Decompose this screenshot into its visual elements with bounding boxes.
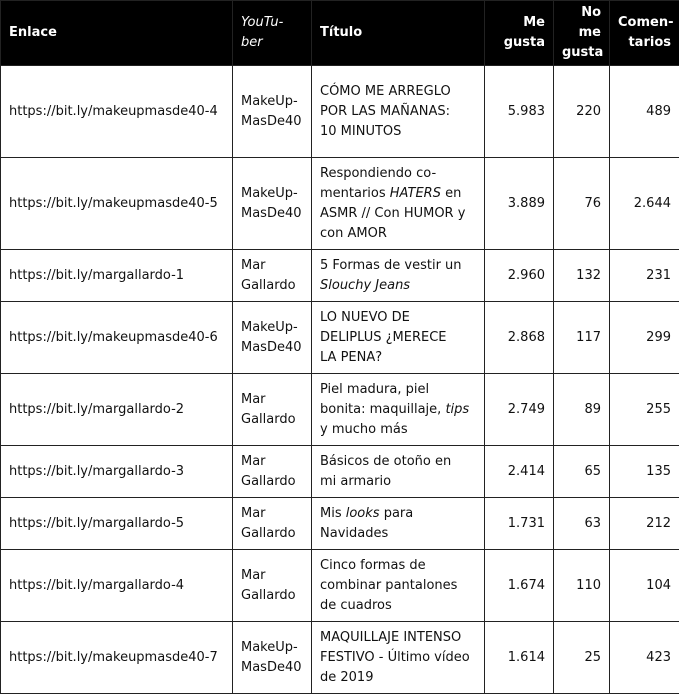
header-youtuber: YouTu- ber <box>233 1 312 66</box>
cell-youtuber: MakeUp- MasDe40 <box>233 622 312 694</box>
table-row <box>1 158 679 250</box>
cell-likes: 2.868 <box>485 302 554 374</box>
table-row <box>1 550 679 622</box>
table-row <box>1 250 679 302</box>
cell-link[interactable]: https://bit.ly/margallardo-2 <box>1 374 233 446</box>
cell-comments: 135 <box>610 446 679 498</box>
cell-comments: 104 <box>610 550 679 622</box>
cell-comments: 231 <box>610 250 679 302</box>
cell-link[interactable]: https://bit.ly/makeupmasde40-5 <box>1 158 233 250</box>
cell-link[interactable]: https://bit.ly/margallardo-5 <box>1 498 233 550</box>
cell-title: LO NUEVO DE DELIPLUS ¿MERECE LA PENA? <box>312 302 485 374</box>
cell-title: CÓMO ME ARREGLO POR LAS MAÑANAS: 10 MINUTOS <box>312 66 485 158</box>
table-row <box>1 446 679 498</box>
cell-dislikes: 220 <box>554 66 610 158</box>
cell-comments: 489 <box>610 66 679 158</box>
cell-likes: 3.889 <box>485 158 554 250</box>
header-comments: Comen- tarios <box>610 1 679 66</box>
cell-title: MAQUILLAJE INTENSO FESTIVO - Último vídeo de 2019 <box>312 622 485 694</box>
table-header-row <box>1 1 679 66</box>
table-row <box>1 302 679 374</box>
cell-title: Mis looks para Navidades <box>312 498 485 550</box>
cell-likes: 5.983 <box>485 66 554 158</box>
cell-link[interactable]: https://bit.ly/margallardo-3 <box>1 446 233 498</box>
table-row <box>1 498 679 550</box>
cell-likes: 1.614 <box>485 622 554 694</box>
cell-youtuber: MakeUp- MasDe40 <box>233 302 312 374</box>
cell-dislikes: 89 <box>554 374 610 446</box>
cell-link[interactable]: https://bit.ly/margallardo-4 <box>1 550 233 622</box>
cell-likes: 1.731 <box>485 498 554 550</box>
cell-youtuber: MakeUp- MasDe40 <box>233 66 312 158</box>
cell-title: 5 Formas de vestir un Slouchy Jeans <box>312 250 485 302</box>
cell-comments: 2.644 <box>610 158 679 250</box>
table-row <box>1 66 679 158</box>
header-link: Enlace <box>1 1 233 66</box>
cell-likes: 2.414 <box>485 446 554 498</box>
cell-youtuber: Mar Gallardo <box>233 550 312 622</box>
cell-title: Cinco formas de combinar pantalones de cuadros <box>312 550 485 622</box>
header-title: Título <box>312 1 485 66</box>
header-likes: Me gusta <box>485 1 554 66</box>
cell-youtuber: Mar Gallardo <box>233 498 312 550</box>
header-dislikes: No me gusta <box>554 1 610 66</box>
cell-link[interactable]: https://bit.ly/makeupmasde40-6 <box>1 302 233 374</box>
cell-likes: 2.960 <box>485 250 554 302</box>
cell-dislikes: 63 <box>554 498 610 550</box>
table-row <box>1 374 679 446</box>
cell-youtuber: Mar Gallardo <box>233 250 312 302</box>
cell-dislikes: 65 <box>554 446 610 498</box>
cell-comments: 423 <box>610 622 679 694</box>
cell-dislikes: 110 <box>554 550 610 622</box>
cell-link[interactable]: https://bit.ly/makeupmasde40-4 <box>1 66 233 158</box>
cell-title: Básicos de otoño en mi armario <box>312 446 485 498</box>
cell-dislikes: 132 <box>554 250 610 302</box>
cell-dislikes: 117 <box>554 302 610 374</box>
cell-likes: 2.749 <box>485 374 554 446</box>
cell-comments: 299 <box>610 302 679 374</box>
cell-youtuber: Mar Gallardo <box>233 374 312 446</box>
cell-link[interactable]: https://bit.ly/margallardo-1 <box>1 250 233 302</box>
cell-link[interactable]: https://bit.ly/makeupmasde40-7 <box>1 622 233 694</box>
cell-youtuber: Mar Gallardo <box>233 446 312 498</box>
cell-likes: 1.674 <box>485 550 554 622</box>
cell-dislikes: 25 <box>554 622 610 694</box>
cell-dislikes: 76 <box>554 158 610 250</box>
cell-comments: 255 <box>610 374 679 446</box>
cell-youtuber: MakeUp- MasDe40 <box>233 158 312 250</box>
cell-title: Piel madura, piel bonita: maquillaje, tips y mucho más <box>312 374 485 446</box>
cell-comments: 212 <box>610 498 679 550</box>
cell-title: Respondiendo co- mentarios HATERS en ASMR // Con HUMOR y con AMOR <box>312 158 485 250</box>
table-row <box>1 622 679 694</box>
